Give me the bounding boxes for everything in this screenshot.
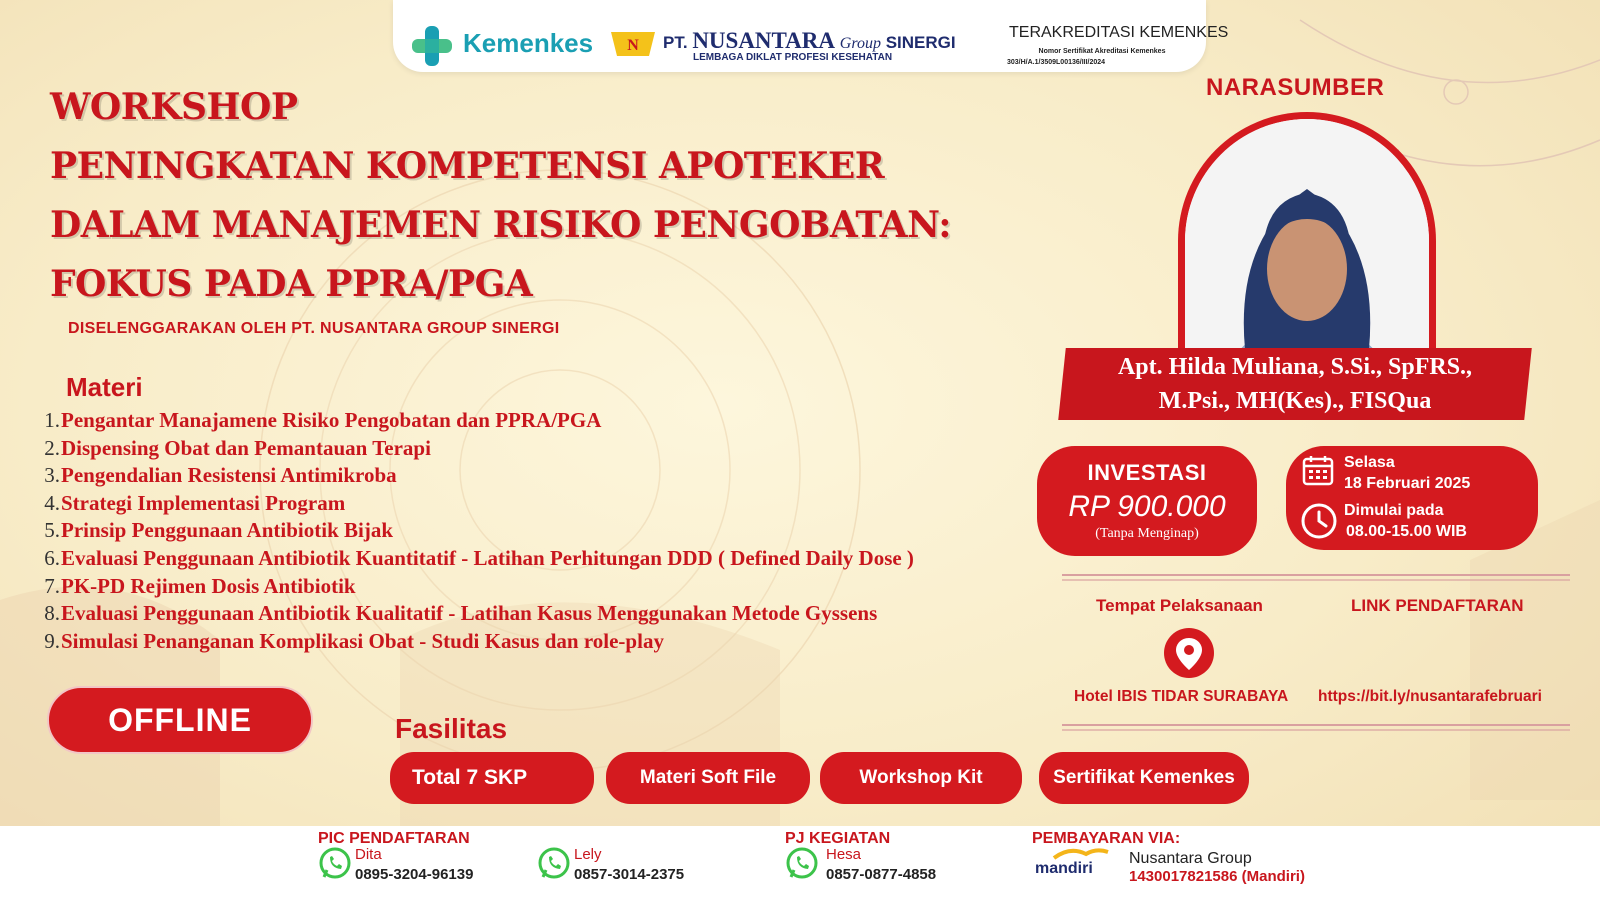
fasilitas-heading: Fasilitas (395, 713, 508, 744)
investasi-price: RP 900.000 (1068, 490, 1226, 523)
divider-bottom-2 (1062, 729, 1570, 731)
schedule-box (1286, 446, 1538, 550)
narasumber-heading: NARASUMBER (1206, 74, 1385, 101)
facility-certificate: Sertifikat Kemenkes (1039, 752, 1249, 804)
materi-item: 8.Evaluasi Penggunaan Antibiotik Kualitatif - Latihan Kasus Menggunakan Metode Gyssens (44, 601, 878, 626)
svg-text:N: N (627, 37, 639, 54)
payment-heading: PEMBAYARAN VIA: (1032, 830, 1181, 847)
logo-bar (393, 0, 1229, 72)
materi-item: 4.Strategi Implementasi Program (44, 490, 346, 515)
materi-list (40, 408, 914, 656)
bank-name: mandiri (1035, 860, 1093, 877)
materi-item: 7.PK-PD Rejimen Dosis Antibiotik (44, 573, 356, 598)
footer (0, 826, 1600, 900)
pic-name-1: Dita (355, 846, 382, 863)
accreditation-number: Nomor Sertifikat Akreditasi Kemenkes 303/H/A.1/3509L00136/III/2024 (1007, 48, 1166, 66)
materi-item: 9.Simulasi Penanganan Komplikasi Obat - Studi Kasus dan role-play (44, 628, 664, 653)
venue-heading: Tempat Pelaksanaan (1096, 596, 1263, 615)
materi-item: 2.Dispensing Obat dan Pemantauan Terapi (44, 435, 431, 460)
accreditation-title: TERAKREDITASI KEMENKES (1009, 24, 1229, 41)
clock-icon (1300, 502, 1338, 540)
investasi-box (1037, 446, 1257, 556)
materi-heading: Materi (66, 372, 143, 402)
mandiri-logo-icon (1050, 846, 1110, 860)
offline-badge: OFFLINE (47, 686, 313, 754)
materi-item: 6.Evaluasi Penggunaan Antibiotik Kuantitatif - Latihan Perhitungan DDD ( Defined Daily Dose ) (44, 545, 914, 570)
workshop-title (50, 78, 951, 314)
registration-heading: LINK PENDAFTARAN (1351, 596, 1524, 615)
nusantara-logo-icon (609, 26, 657, 60)
schedule-time: 08.00-15.00 WIB (1346, 523, 1467, 540)
pic-name-2: Lely (574, 846, 602, 863)
venue-name: Hotel IBIS TIDAR SURABAYA (1074, 688, 1289, 705)
whatsapp-icon (318, 846, 352, 880)
pic-phone-1[interactable]: 0895-3204-96139 (355, 866, 474, 883)
organizer-text: DISELENGGARAKAN OLEH PT. NUSANTARA GROUP SINERGI (68, 320, 560, 337)
pic-heading: PIC PENDAFTARAN (318, 830, 470, 847)
schedule-date: 18 Februari 2025 (1344, 475, 1471, 492)
company-tagline: LEMBAGA DIKLAT PROFESI KESEHATAN (693, 52, 893, 63)
calendar-icon (1302, 454, 1334, 486)
materi-item: 3.Pengendalian Resistensi Antimikroba (44, 463, 397, 488)
registration-link[interactable]: https://bit.ly/nusantarafebruari (1318, 688, 1542, 705)
materi-item: 1.Pengantar Manajamene Risiko Pengobatan dan PPRA/PGA (44, 408, 602, 432)
title-line-3: DALAM MANAJEMEN RISIKO PENGOBATAN: (50, 204, 951, 246)
speaker-name: Apt. Hilda Muliana, S.Si., SpFRS., M.Psi., MH(Kes)., FISQua (1117, 354, 1473, 414)
materi-item: 5.Prinsip Penggunaan Antibiotik Bijak (44, 518, 394, 543)
pic-phone-2[interactable]: 0857-3014-2375 (574, 866, 685, 883)
whatsapp-icon (537, 846, 571, 880)
title-line-2: PENINGKATAN KOMPETENSI APOTEKER (50, 145, 885, 187)
investasi-note: (Tanpa Menginap) (1095, 526, 1199, 541)
pj-name: Hesa (826, 846, 862, 863)
schedule-day: Selasa (1344, 454, 1395, 471)
investasi-label: INVESTASI (1087, 460, 1207, 485)
title-line-4: FOKUS PADA PPRA/PGA (50, 263, 533, 305)
account-name: Nusantara Group (1129, 850, 1252, 867)
location-pin-icon (1164, 628, 1214, 678)
pj-heading: PJ KEGIATAN (785, 830, 891, 847)
account-number: 1430017821586 (Mandiri) (1129, 868, 1305, 885)
divider-top (1062, 574, 1570, 576)
divider-bottom (1062, 724, 1570, 726)
facility-soft-file: Materi Soft File (606, 752, 810, 804)
pj-phone[interactable]: 0857-0877-4858 (826, 866, 937, 883)
schedule-start-label: Dimulai pada (1344, 502, 1444, 519)
company-name: PT. NUSANTARA Group SINERGI (663, 28, 956, 53)
facility-workshop-kit: Workshop Kit (820, 752, 1022, 804)
kemenkes-logo-text: Kemenkes (463, 28, 594, 58)
kemenkes-logo-icon (411, 26, 453, 66)
whatsapp-icon (785, 846, 819, 880)
title-line-1: WORKSHOP (50, 86, 298, 128)
facility-skp: Total 7 SKP (390, 752, 594, 804)
divider-top-2 (1062, 579, 1570, 581)
